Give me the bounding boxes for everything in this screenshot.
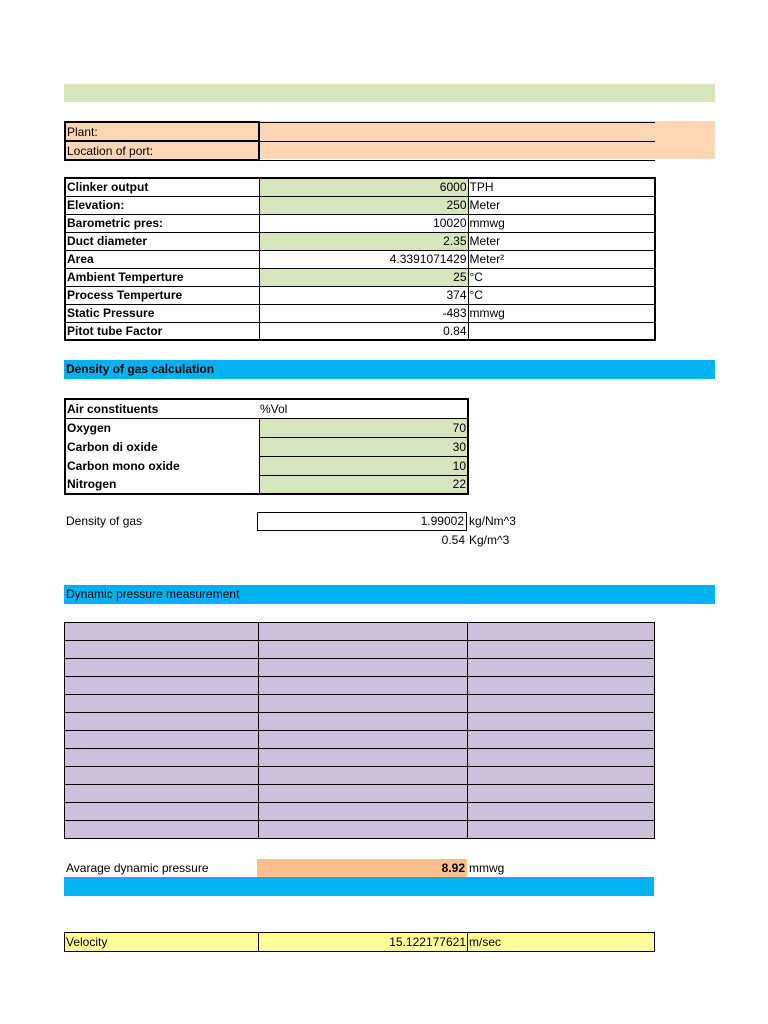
- parameter-value[interactable]: 25: [259, 268, 468, 286]
- dynamic-pressure-cell[interactable]: [65, 623, 259, 641]
- parameter-row: [65, 322, 655, 340]
- plant-label-cell[interactable]: Plant:: [65, 122, 259, 141]
- dynamic-pressure-cell[interactable]: [468, 641, 655, 659]
- velocity-unit: m/sec: [468, 933, 655, 952]
- dynamic-pressure-cell[interactable]: [259, 641, 468, 659]
- constituent-label: Carbon di oxide: [67, 439, 158, 454]
- dynamic-pressure-cell[interactable]: [468, 695, 655, 713]
- parameter-row: [65, 250, 655, 268]
- parameter-unit: °C: [468, 268, 655, 286]
- dynamic-pressure-cell[interactable]: [259, 821, 468, 839]
- parameter-value[interactable]: 250: [259, 196, 468, 214]
- dynamic-pressure-cell[interactable]: [468, 677, 655, 695]
- dynamic-pressure-cell[interactable]: [65, 659, 259, 677]
- dynamic-pressure-cell[interactable]: [468, 659, 655, 677]
- constituent-row: [65, 456, 468, 475]
- dynamic-pressure-row: [65, 731, 655, 749]
- constituent-value[interactable]: 70: [259, 418, 468, 437]
- header-band: [64, 84, 715, 102]
- dynamic-pressure-cell[interactable]: [259, 695, 468, 713]
- air-constituents-table: [64, 398, 469, 495]
- parameter-value[interactable]: 6000: [259, 178, 468, 196]
- dynamic-pressure-row: [65, 713, 655, 731]
- parameter-row: [65, 196, 655, 214]
- dynamic-pressure-cell[interactable]: [468, 821, 655, 839]
- dynamic-footer-band: [64, 877, 654, 896]
- dynamic-pressure-cell[interactable]: [468, 713, 655, 731]
- velocity-value[interactable]: 15.122177621: [259, 933, 468, 952]
- dynamic-pressure-cell[interactable]: [468, 749, 655, 767]
- dynamic-pressure-cell[interactable]: [468, 623, 655, 641]
- dynamic-pressure-cell[interactable]: [259, 803, 468, 821]
- parameter-label: Static Pressure: [65, 304, 259, 322]
- parameter-row: [65, 214, 655, 232]
- parameter-row: [65, 178, 655, 196]
- constituent-label: Carbon mono oxide: [67, 458, 180, 473]
- constituent-label: Nitrogen: [67, 477, 117, 491]
- density-section-title: Density of gas calculation: [66, 362, 215, 376]
- parameter-unit: [468, 322, 655, 340]
- dynamic-pressure-cell[interactable]: [259, 713, 468, 731]
- dynamic-pressure-row: [65, 767, 655, 785]
- constituent-row: [65, 418, 468, 437]
- parameter-label: Duct diameter: [65, 232, 259, 250]
- dynamic-pressure-cell[interactable]: [65, 641, 259, 659]
- parameter-row: [65, 268, 655, 286]
- parameters-table: [64, 177, 656, 341]
- density-label: Density of gas: [66, 514, 143, 528]
- dynamic-pressure-cell[interactable]: [259, 785, 468, 803]
- constituents-header-value: %Vol: [259, 399, 468, 418]
- dynamic-pressure-cell[interactable]: [65, 695, 259, 713]
- dynamic-pressure-cell[interactable]: [259, 677, 468, 695]
- density2-value: 0.54: [441, 533, 465, 547]
- density-value-cell[interactable]: 1.99002: [257, 512, 467, 531]
- avg-dynamic-pressure-unit: mmwg: [469, 861, 505, 875]
- parameter-unit: Meter: [468, 196, 655, 214]
- parameter-value[interactable]: 2.35: [259, 232, 468, 250]
- dynamic-pressure-cell[interactable]: [65, 767, 259, 785]
- parameter-row: [65, 304, 655, 322]
- constituents-header-label: Air constituents: [65, 399, 259, 418]
- density2-unit: Kg/m^3: [469, 533, 510, 547]
- dynamic-pressure-cell[interactable]: [65, 677, 259, 695]
- parameter-row: [65, 232, 655, 250]
- dynamic-pressure-cell[interactable]: [468, 785, 655, 803]
- dynamic-section-title: Dynamic pressure measurement: [66, 587, 240, 601]
- plant-info-table: [64, 121, 655, 161]
- dynamic-pressure-cell[interactable]: [468, 731, 655, 749]
- dynamic-pressure-cell[interactable]: [65, 713, 259, 731]
- dynamic-pressure-cell[interactable]: [65, 731, 259, 749]
- dynamic-pressure-cell[interactable]: [259, 749, 468, 767]
- constituent-row: [65, 437, 468, 456]
- dynamic-pressure-row: [65, 803, 655, 821]
- parameter-unit: Meter²: [468, 250, 655, 268]
- dynamic-pressure-cell[interactable]: [65, 785, 259, 803]
- dynamic-pressure-cell[interactable]: [65, 749, 259, 767]
- parameter-unit: °C: [468, 286, 655, 304]
- dynamic-pressure-row: [65, 623, 655, 641]
- avg-dynamic-pressure-label: Avarage dynamic pressure: [66, 861, 209, 875]
- parameter-label: Process Temperture: [65, 286, 259, 304]
- parameter-label: Barometric pres:: [65, 214, 259, 232]
- parameter-unit: mmwg: [468, 304, 655, 322]
- constituent-value[interactable]: 22: [259, 475, 468, 494]
- dynamic-pressure-row: [65, 749, 655, 767]
- parameter-label: Elevation:: [65, 196, 259, 214]
- dynamic-pressure-row: [65, 641, 655, 659]
- constituent-label: Oxygen: [67, 420, 112, 435]
- dynamic-pressure-cell[interactable]: [65, 821, 259, 839]
- velocity-table: [64, 932, 655, 952]
- dynamic-pressure-cell[interactable]: [65, 803, 259, 821]
- parameter-label: Area: [65, 250, 259, 268]
- location-value-cell[interactable]: [259, 141, 655, 160]
- dynamic-pressure-row: [65, 677, 655, 695]
- dynamic-pressure-cell[interactable]: [468, 767, 655, 785]
- parameter-value[interactable]: -483: [259, 304, 468, 322]
- dynamic-pressure-row: [65, 659, 655, 677]
- dynamic-pressure-cell[interactable]: [468, 803, 655, 821]
- avg-dynamic-pressure-value[interactable]: 8.92: [257, 859, 467, 877]
- parameter-unit: Meter: [468, 232, 655, 250]
- parameter-row: [65, 286, 655, 304]
- dynamic-pressure-cell[interactable]: [259, 623, 468, 641]
- parameter-label: Ambient Temperture: [65, 268, 259, 286]
- dynamic-pressure-row: [65, 821, 655, 839]
- location-label-cell[interactable]: Location of port:: [65, 141, 259, 160]
- constituent-value[interactable]: 10: [259, 456, 468, 475]
- plant-value-cell[interactable]: [259, 122, 655, 141]
- parameter-value[interactable]: 4.3391071429: [259, 250, 468, 268]
- dynamic-pressure-cell[interactable]: [259, 659, 468, 677]
- density-unit: kg/Nm^3: [469, 514, 516, 528]
- dynamic-pressure-row: [65, 695, 655, 713]
- dynamic-pressure-row: [65, 785, 655, 803]
- parameter-value[interactable]: 0.84: [259, 322, 468, 340]
- dynamic-pressure-grid: [64, 622, 655, 839]
- parameter-value[interactable]: 10020: [259, 214, 468, 232]
- constituent-value[interactable]: 30: [259, 437, 468, 456]
- dynamic-pressure-cell[interactable]: [259, 767, 468, 785]
- parameter-label: Clinker output: [65, 178, 259, 196]
- parameter-label: Pitot tube Factor: [65, 322, 259, 340]
- velocity-label: Velocity: [65, 933, 259, 952]
- parameter-value[interactable]: 374: [259, 286, 468, 304]
- parameter-unit: mmwg: [468, 214, 655, 232]
- parameter-unit: TPH: [468, 178, 655, 196]
- dynamic-pressure-cell[interactable]: [259, 731, 468, 749]
- constituent-row: [65, 475, 468, 494]
